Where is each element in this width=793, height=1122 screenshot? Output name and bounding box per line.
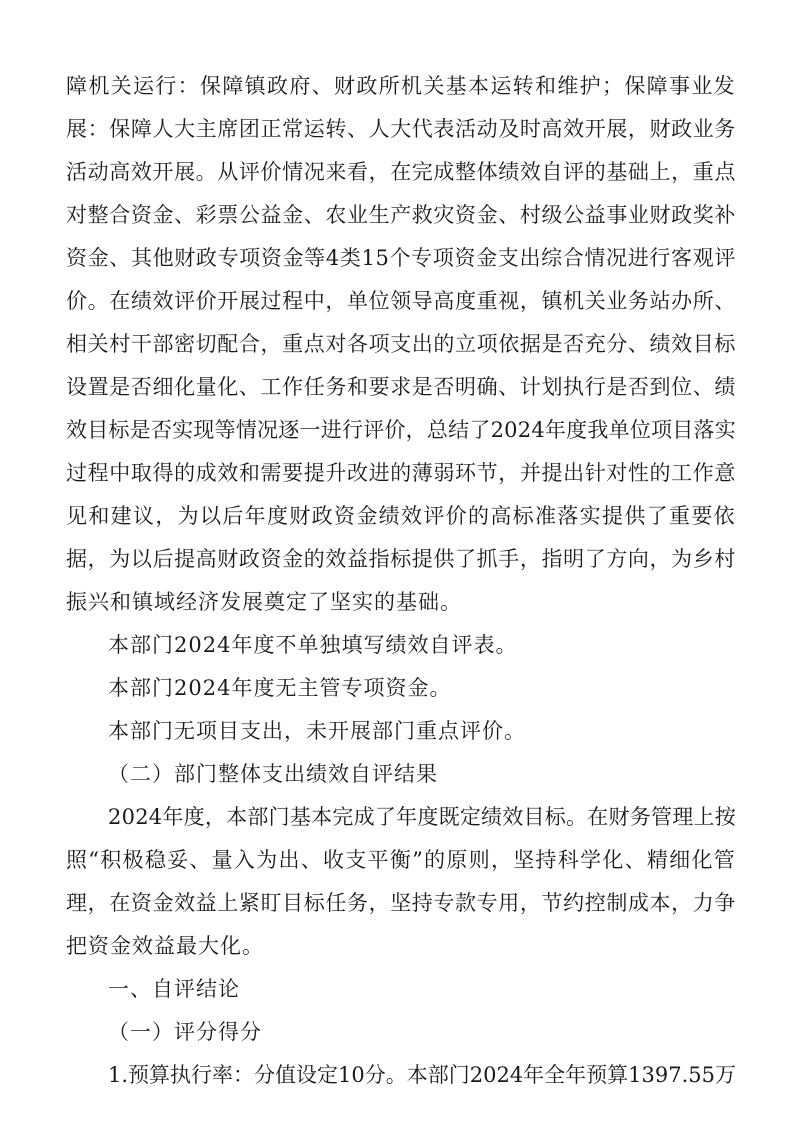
text-line-17: （二）部门整体支出绩效自评结果 — [108, 762, 438, 786]
text-line-16: 本部门无项目支出，未开展部门重点评价。 — [108, 719, 526, 743]
paragraph-line-8 — [0, 372, 793, 402]
text-line-14: 本部门2024年度不单独填写绩效自评表。 — [108, 633, 518, 657]
text-line-19: 照“积极稳妥、量入为出、收支平衡”的原则，坚持科学化、精细化管 — [66, 848, 736, 872]
paragraph-line-18 — [0, 802, 793, 832]
paragraph-line-14 — [0, 630, 793, 660]
text-line-5: 资金、其他财政专项资金等4类15个专项资金支出综合情况进行客观评 — [66, 246, 736, 270]
paragraph-line-16 — [0, 716, 793, 746]
text-line-4: 对整合资金、彩票公益金、农业生产救灾资金、村级公益事业财政奖补 — [66, 203, 736, 227]
text-line-24: 1.预算执行率：分值设定10分。本部门2024年全年预算1397.55万 — [108, 1063, 737, 1087]
text-line-6: 价。在绩效评价开展过程中，单位领导高度重视，镇机关业务站办所、 — [66, 289, 736, 313]
paragraph-line-6 — [0, 286, 793, 316]
paragraph-line-9 — [0, 415, 793, 445]
paragraph-line-12 — [0, 544, 793, 574]
paragraph-line-1 — [0, 71, 793, 101]
section-heading-score — [0, 1017, 793, 1047]
paragraph-line-4 — [0, 200, 793, 230]
text-line-23: （一）评分得分 — [108, 1020, 262, 1044]
text-line-2: 展：保障人大主席团正常运转、人大代表活动及时高效开展，财政业务 — [66, 117, 736, 141]
text-line-13: 振兴和镇域经济发展奠定了坚实的基础。 — [66, 590, 462, 614]
paragraph-line-20 — [0, 888, 793, 918]
text-line-11: 见和建议，为以后年度财政资金绩效评价的高标准落实提供了重要依 — [66, 504, 736, 528]
text-line-22: 一、自评结论 — [108, 977, 240, 1001]
section-heading-2 — [0, 759, 793, 789]
paragraph-line-3 — [0, 157, 793, 187]
paragraph-line-7 — [0, 329, 793, 359]
paragraph-line-13 — [0, 587, 793, 617]
paragraph-line-24 — [0, 1060, 793, 1090]
paragraph-line-11 — [0, 501, 793, 531]
paragraph-line-15 — [0, 673, 793, 703]
paragraph-line-21 — [0, 931, 793, 961]
text-line-1: 障机关运行：保障镇政府、财政所机关基本运转和维护；保障事业发 — [66, 74, 736, 98]
text-line-12: 据，为以后提高财政资金的效益指标提供了抓手，指明了方向，为乡村 — [66, 547, 736, 571]
text-line-9: 效目标是否实现等情况逐一进行评价，总结了2024年度我单位项目落实 — [66, 418, 736, 442]
text-line-3: 活动高效开展。从评价情况来看，在完成整体绩效自评的基础上，重点 — [66, 160, 736, 184]
text-line-15: 本部门2024年度无主管专项资金。 — [108, 676, 452, 700]
text-line-18: 2024年度，本部门基本完成了年度既定绩效目标。在财务管理上按 — [108, 805, 736, 829]
text-line-7: 相关村干部密切配合，重点对各项支出的立项依据是否充分、绩效目标 — [66, 332, 736, 356]
text-line-8: 设置是否细化量化、工作任务和要求是否明确、计划执行是否到位、绩 — [66, 375, 736, 399]
paragraph-line-5 — [0, 243, 793, 273]
paragraph-line-19 — [0, 845, 793, 875]
paragraph-line-2 — [0, 114, 793, 144]
text-line-21: 把资金效益最大化。 — [66, 934, 264, 958]
section-heading-conclusion — [0, 974, 793, 1004]
text-line-10: 过程中取得的成效和需要提升改进的薄弱环节，并提出针对性的工作意 — [66, 461, 736, 485]
text-line-20: 理，在资金效益上紧盯目标任务，坚持专款专用，节约控制成本，力争 — [66, 891, 736, 915]
paragraph-line-10 — [0, 458, 793, 488]
